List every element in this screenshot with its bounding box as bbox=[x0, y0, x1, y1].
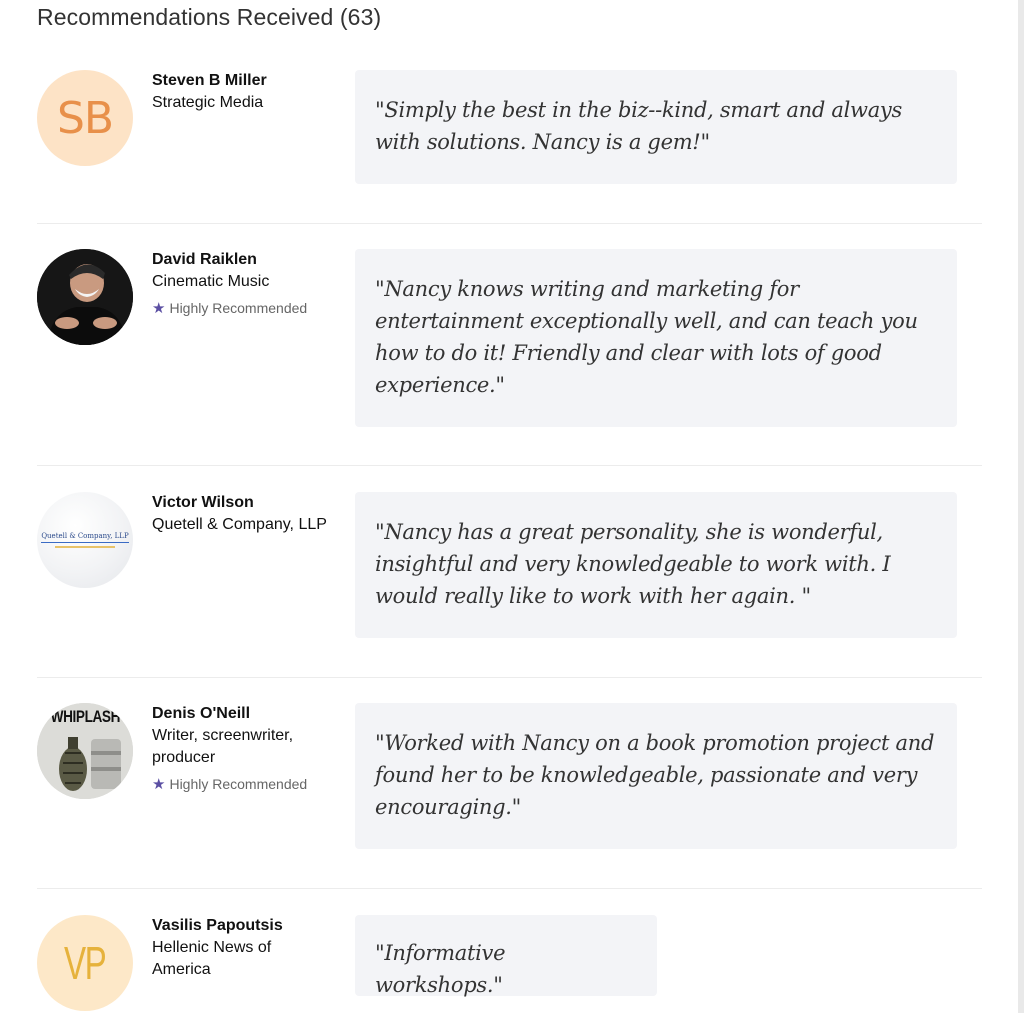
person-photo-icon bbox=[37, 249, 133, 345]
highly-recommended-badge bbox=[152, 775, 332, 794]
recommender-info bbox=[152, 915, 332, 981]
divider bbox=[37, 888, 982, 889]
recommender-name[interactable]: Steven B Miller bbox=[152, 72, 267, 89]
recommendation-quote bbox=[355, 249, 957, 427]
recommendation-quote bbox=[355, 70, 957, 184]
badge-label: Highly Recommended bbox=[169, 776, 308, 792]
quote-text: "Nancy knows writing and marketing for entertainment exceptionally well, and can teach you how to do it! Friendly and clear with lots of good experience." bbox=[375, 277, 918, 397]
recommender-name[interactable]: Denis O'Neill bbox=[152, 705, 251, 722]
recommender-info bbox=[152, 492, 332, 536]
quote-text: "Simply the best in the biz--kind, smart and always with solutions. Nancy is a gem!" bbox=[375, 98, 902, 154]
divider bbox=[37, 677, 982, 678]
company-logo-text: Quetell & Company, LLP bbox=[41, 532, 128, 543]
avatar[interactable] bbox=[37, 915, 133, 1011]
badge-label: Highly Recommended bbox=[169, 300, 308, 316]
recommender-name[interactable]: Victor Wilson bbox=[152, 494, 254, 511]
recommender-info bbox=[152, 70, 332, 114]
avatar[interactable] bbox=[37, 492, 133, 588]
logo-underline bbox=[55, 546, 115, 548]
recommender-info bbox=[152, 249, 332, 318]
poster-title-text: WHIPLASH bbox=[50, 707, 120, 726]
scrollbar[interactable] bbox=[1018, 0, 1024, 1013]
divider bbox=[37, 223, 982, 224]
avatar[interactable] bbox=[37, 70, 133, 166]
star-icon: ★ bbox=[152, 776, 166, 793]
recommender-info bbox=[152, 703, 332, 794]
recommendation-quote bbox=[355, 915, 657, 996]
recommender-name[interactable]: David Raiklen bbox=[152, 251, 257, 268]
avatar-initials: VP bbox=[64, 937, 106, 989]
quote-text: "Worked with Nancy on a book promotion project and found her to be knowledgeable, passionate and very encouraging." bbox=[375, 731, 935, 819]
avatar-initials: SB bbox=[56, 92, 114, 144]
recommender-company: Hellenic News of America bbox=[152, 939, 272, 978]
recommender-company: Writer, screenwriter, producer bbox=[152, 727, 294, 766]
quote-text: "Nancy has a great personality, she is wonderful, insightful and very knowledgeable to work with. I would really like to work with her again. " bbox=[375, 520, 891, 608]
recommender-name[interactable]: Vasilis Papoutsis bbox=[152, 917, 283, 934]
divider bbox=[37, 465, 982, 466]
star-icon: ★ bbox=[152, 300, 166, 317]
avatar[interactable] bbox=[37, 249, 133, 345]
avatar[interactable] bbox=[37, 703, 133, 799]
recommender-company: Strategic Media bbox=[152, 94, 264, 111]
recommender-company: Quetell & Company, LLP bbox=[152, 516, 327, 533]
quote-text: "Informative workshops." bbox=[375, 941, 506, 997]
recommendation-quote bbox=[355, 703, 957, 849]
recommendation-quote bbox=[355, 492, 957, 638]
highly-recommended-badge bbox=[152, 299, 332, 318]
section-title: Recommendations Received (63) bbox=[37, 4, 382, 30]
recommender-company: Cinematic Music bbox=[152, 273, 270, 290]
